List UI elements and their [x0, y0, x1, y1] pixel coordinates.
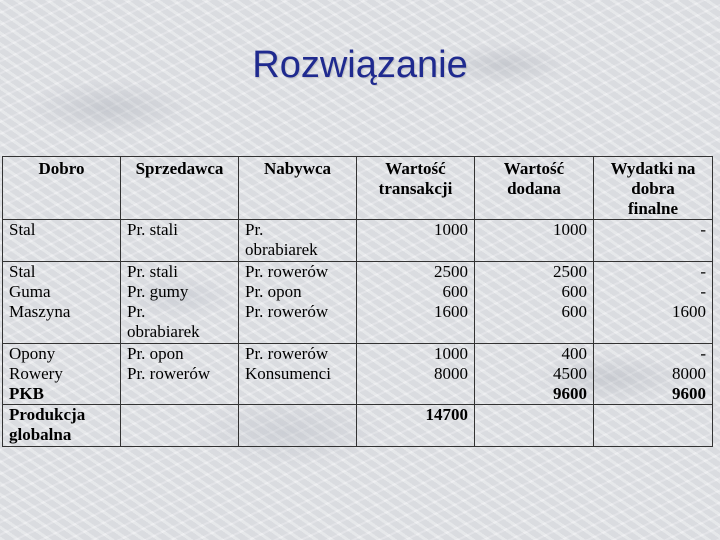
cell-line: finalne — [627, 199, 679, 218]
cell-line: Produkcja — [9, 405, 86, 424]
cell-line: Pr. opon — [127, 344, 184, 363]
cell-line: Maszyna — [9, 302, 71, 321]
cell-line: Pr. stali — [127, 262, 179, 281]
cell-dobro — [3, 344, 121, 405]
cell-line: 600 — [561, 302, 587, 321]
cell-line: Dobro — [38, 159, 85, 178]
cell-line: Pr. opon — [245, 282, 302, 301]
cell-line: 4500 — [553, 364, 587, 383]
page-title: Rozwiązanie — [252, 44, 468, 86]
cell-line: 8000 — [672, 364, 706, 383]
header-dobro — [3, 157, 121, 220]
cell-line: 14700 — [425, 405, 468, 424]
cell-line: Pr. rowerów — [127, 364, 211, 383]
cell-line: Nabywca — [263, 159, 332, 178]
cell-line: 1000 — [553, 220, 587, 239]
cell-line: Konsumenci — [245, 364, 331, 383]
cell-dodana — [475, 220, 594, 262]
cell-line: Wartość — [503, 159, 565, 178]
cell-transakcja — [357, 344, 475, 405]
cell-line: 1600 — [434, 302, 468, 321]
cell-line: obrabiarek — [127, 322, 200, 341]
cell-line: Pr. stali — [127, 220, 179, 239]
cell-line: PKB — [9, 384, 44, 403]
table-row — [3, 220, 713, 262]
cell-line: Pr. rowerów — [245, 344, 329, 363]
cell-line: 9600 — [553, 384, 587, 403]
cell-line: 600 — [442, 282, 468, 301]
cell-line: 600 — [561, 282, 587, 301]
table-row — [3, 344, 713, 405]
cell-dobro — [3, 405, 121, 447]
cell-nabywca — [239, 344, 357, 405]
cell-sprzedawca — [121, 220, 239, 262]
cell-line: 1000 — [434, 344, 468, 363]
cell-line: - — [700, 344, 706, 363]
cell-transakcja — [357, 405, 475, 447]
cell-line: Wartość — [385, 159, 446, 178]
cell-dodana — [475, 405, 594, 447]
header-nabywca — [239, 157, 357, 220]
table-row — [3, 405, 713, 447]
cell-line: Stal — [9, 220, 36, 239]
cell-line: Pr. rowerów — [245, 302, 329, 321]
cell-line: 1600 — [672, 302, 706, 321]
solution-table — [2, 156, 713, 447]
cell-line: transakcji — [378, 179, 453, 198]
cell-line: Sprzedawca — [135, 159, 224, 178]
cell-line: globalna — [9, 425, 72, 444]
cell-nabywca — [239, 405, 357, 447]
cell-line: Rowery — [9, 364, 63, 383]
cell-line: dobra — [631, 179, 675, 198]
cell-transakcja — [357, 262, 475, 344]
cell-line: Guma — [9, 282, 51, 301]
cell-dobro — [3, 220, 121, 262]
cell-nabywca — [239, 220, 357, 262]
cell-finalne — [594, 262, 713, 344]
cell-sprzedawca — [121, 344, 239, 405]
cell-line: Pr. — [127, 302, 146, 321]
header-wartosc-dodana — [475, 157, 594, 220]
header-wartosc-transakcji — [357, 157, 475, 220]
header-wydatki-finalne — [594, 157, 713, 220]
cell-finalne — [594, 405, 713, 447]
header-sprzedawca — [121, 157, 239, 220]
cell-dodana — [475, 262, 594, 344]
cell-line: Opony — [9, 344, 56, 363]
cell-line: 8000 — [434, 364, 468, 383]
cell-line: Wydatki na — [610, 159, 696, 178]
cell-line: Pr. — [245, 220, 264, 239]
cell-line: 1000 — [434, 220, 468, 239]
cell-finalne — [594, 344, 713, 405]
cell-line: 400 — [561, 344, 587, 363]
cell-sprzedawca — [121, 262, 239, 344]
header-row — [3, 157, 713, 220]
cell-line: dodana — [507, 179, 561, 198]
cell-line: obrabiarek — [245, 240, 318, 259]
cell-line: - — [700, 282, 706, 301]
cell-line: 2500 — [434, 262, 468, 281]
cell-dobro — [3, 262, 121, 344]
cell-line: Pr. rowerów — [245, 262, 329, 281]
cell-line: 2500 — [553, 262, 587, 281]
cell-transakcja — [357, 220, 475, 262]
cell-line: Pr. gumy — [127, 282, 189, 301]
cell-line: - — [700, 262, 706, 281]
cell-line: Stal — [9, 262, 36, 281]
cell-line: 9600 — [672, 384, 706, 403]
cell-line: - — [700, 220, 706, 239]
cell-sprzedawca — [121, 405, 239, 447]
cell-nabywca — [239, 262, 357, 344]
cell-dodana — [475, 344, 594, 405]
cell-finalne — [594, 220, 713, 262]
table-row — [3, 262, 713, 344]
